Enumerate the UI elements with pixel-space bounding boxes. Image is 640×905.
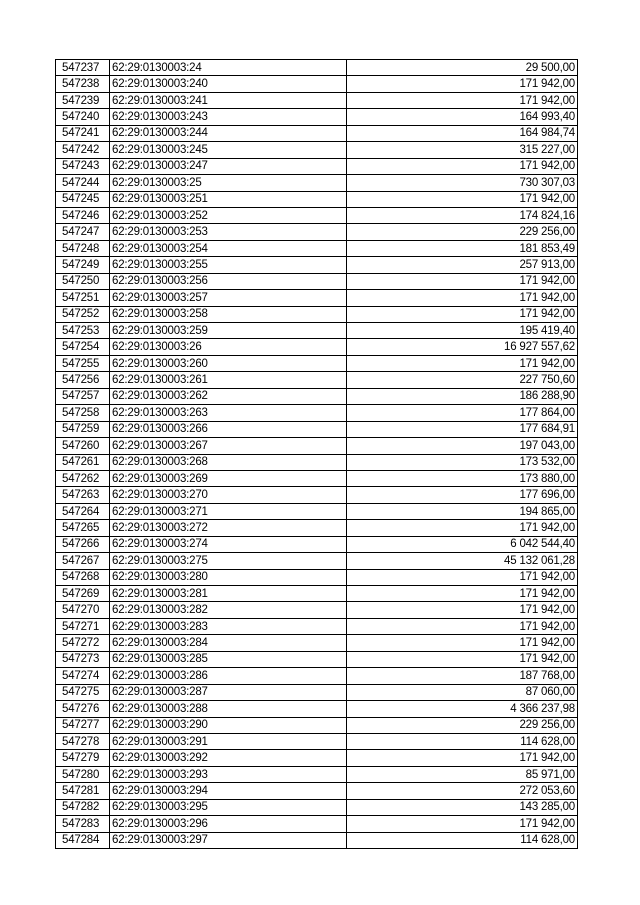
cadastral-value-cell: 194 865,00 — [347, 503, 578, 519]
cadastral-number-cell: 62:29:0130003:247 — [110, 158, 347, 174]
cadastral-value-cell: 87 060,00 — [347, 684, 578, 700]
row-number-cell: 547264 — [56, 503, 110, 519]
table-row — [56, 60, 578, 76]
row-number-cell: 547242 — [56, 142, 110, 158]
cadastral-number-cell: 62:29:0130003:296 — [110, 816, 347, 832]
row-number-cell: 547275 — [56, 684, 110, 700]
row-number-cell: 547269 — [56, 586, 110, 602]
table-row — [56, 191, 578, 207]
row-number-cell: 547272 — [56, 635, 110, 651]
table-row — [56, 290, 578, 306]
row-number-cell: 547240 — [56, 109, 110, 125]
cadastral-number-cell: 62:29:0130003:280 — [110, 569, 347, 585]
table-row — [56, 109, 578, 125]
cadastral-number-cell: 62:29:0130003:244 — [110, 125, 347, 141]
cadastral-value-cell: 171 942,00 — [347, 306, 578, 322]
table-row — [56, 783, 578, 799]
cadastral-number-cell: 62:29:0130003:258 — [110, 306, 347, 322]
table-row — [56, 339, 578, 355]
cadastral-value-cell: 164 984,74 — [347, 125, 578, 141]
cadastral-value-cell: 171 942,00 — [347, 158, 578, 174]
cadastral-number-cell: 62:29:0130003:272 — [110, 520, 347, 536]
row-number-cell: 547284 — [56, 832, 110, 848]
cadastral-value-cell: 187 768,00 — [347, 668, 578, 684]
cadastral-value-cell: 173 880,00 — [347, 470, 578, 486]
row-number-cell: 547263 — [56, 487, 110, 503]
cadastral-value-cell: 171 942,00 — [347, 191, 578, 207]
table-row — [56, 76, 578, 92]
table-row — [56, 536, 578, 552]
table-row — [56, 503, 578, 519]
cadastral-number-cell: 62:29:0130003:261 — [110, 372, 347, 388]
table-row — [56, 520, 578, 536]
cadastral-number-cell: 62:29:0130003:257 — [110, 290, 347, 306]
row-number-cell: 547243 — [56, 158, 110, 174]
row-number-cell: 547274 — [56, 668, 110, 684]
cadastral-number-cell: 62:29:0130003:294 — [110, 783, 347, 799]
cadastral-value-cell: 171 942,00 — [347, 750, 578, 766]
cadastral-number-cell: 62:29:0130003:286 — [110, 668, 347, 684]
cadastral-number-cell: 62:29:0130003:260 — [110, 355, 347, 371]
row-number-cell: 547273 — [56, 651, 110, 667]
cadastral-value-cell: 227 750,60 — [347, 372, 578, 388]
cadastral-value-cell: 177 684,91 — [347, 421, 578, 437]
cadastral-value-cell: 730 307,03 — [347, 175, 578, 191]
table-row — [56, 257, 578, 273]
cadastral-number-cell: 62:29:0130003:251 — [110, 191, 347, 207]
table-body — [56, 60, 578, 849]
row-number-cell: 547249 — [56, 257, 110, 273]
cadastral-value-cell: 171 942,00 — [347, 290, 578, 306]
cadastral-number-cell: 62:29:0130003:263 — [110, 405, 347, 421]
row-number-cell: 547238 — [56, 76, 110, 92]
cadastral-number-cell: 62:29:0130003:285 — [110, 651, 347, 667]
cadastral-value-cell: 45 132 061,28 — [347, 553, 578, 569]
row-number-cell: 547253 — [56, 323, 110, 339]
table-row — [56, 388, 578, 404]
table-row — [56, 240, 578, 256]
table-row — [56, 470, 578, 486]
table-row — [56, 651, 578, 667]
cadastral-value-cell: 171 942,00 — [347, 355, 578, 371]
table-row — [56, 323, 578, 339]
cadastral-value-cell: 16 927 557,62 — [347, 339, 578, 355]
row-number-cell: 547260 — [56, 438, 110, 454]
cadastral-value-cell: 173 532,00 — [347, 454, 578, 470]
cadastral-number-cell: 62:29:0130003:241 — [110, 92, 347, 108]
row-number-cell: 547256 — [56, 372, 110, 388]
row-number-cell: 547247 — [56, 224, 110, 240]
cadastral-value-cell: 257 913,00 — [347, 257, 578, 273]
cadastral-value-cell: 143 285,00 — [347, 799, 578, 815]
cadastral-number-cell: 62:29:0130003:288 — [110, 701, 347, 717]
cadastral-number-cell: 62:29:0130003:24 — [110, 60, 347, 76]
row-number-cell: 547250 — [56, 273, 110, 289]
cadastral-number-cell: 62:29:0130003:293 — [110, 766, 347, 782]
row-number-cell: 547244 — [56, 175, 110, 191]
cadastral-number-cell: 62:29:0130003:283 — [110, 618, 347, 634]
cadastral-number-cell: 62:29:0130003:26 — [110, 339, 347, 355]
cadastral-value-cell: 4 366 237,98 — [347, 701, 578, 717]
cadastral-number-cell: 62:29:0130003:243 — [110, 109, 347, 125]
cadastral-value-cell: 195 419,40 — [347, 323, 578, 339]
table-row — [56, 273, 578, 289]
row-number-cell: 547281 — [56, 783, 110, 799]
table-row — [56, 92, 578, 108]
table-row — [56, 733, 578, 749]
cadastral-number-cell: 62:29:0130003:240 — [110, 76, 347, 92]
row-number-cell: 547267 — [56, 553, 110, 569]
table-row — [56, 175, 578, 191]
row-number-cell: 547259 — [56, 421, 110, 437]
table-row — [56, 717, 578, 733]
row-number-cell: 547254 — [56, 339, 110, 355]
table-row — [56, 569, 578, 585]
cadastral-number-cell: 62:29:0130003:255 — [110, 257, 347, 273]
table-row — [56, 158, 578, 174]
cadastral-number-cell: 62:29:0130003:269 — [110, 470, 347, 486]
cadastral-number-cell: 62:29:0130003:259 — [110, 323, 347, 339]
row-number-cell: 547280 — [56, 766, 110, 782]
table-row — [56, 553, 578, 569]
table-row — [56, 372, 578, 388]
cadastral-number-cell: 62:29:0130003:291 — [110, 733, 347, 749]
table-row — [56, 799, 578, 815]
table-row — [56, 207, 578, 223]
row-number-cell: 547258 — [56, 405, 110, 421]
table-row — [56, 355, 578, 371]
row-number-cell: 547268 — [56, 569, 110, 585]
row-number-cell: 547265 — [56, 520, 110, 536]
table-row — [56, 487, 578, 503]
cadastral-value-cell: 186 288,90 — [347, 388, 578, 404]
cadastral-value-cell: 171 942,00 — [347, 586, 578, 602]
row-number-cell: 547278 — [56, 733, 110, 749]
cadastral-value-cell: 181 853,49 — [347, 240, 578, 256]
cadastral-value-cell: 171 942,00 — [347, 76, 578, 92]
row-number-cell: 547283 — [56, 816, 110, 832]
row-number-cell: 547279 — [56, 750, 110, 766]
cadastral-number-cell: 62:29:0130003:275 — [110, 553, 347, 569]
row-number-cell: 547255 — [56, 355, 110, 371]
cadastral-value-table — [55, 59, 578, 849]
table-row — [56, 832, 578, 848]
cadastral-value-cell: 85 971,00 — [347, 766, 578, 782]
row-number-cell: 547241 — [56, 125, 110, 141]
cadastral-value-cell: 114 628,00 — [347, 832, 578, 848]
cadastral-value-cell: 171 942,00 — [347, 92, 578, 108]
cadastral-value-cell: 177 696,00 — [347, 487, 578, 503]
cadastral-value-cell: 29 500,00 — [347, 60, 578, 76]
table-row — [56, 438, 578, 454]
cadastral-value-cell: 197 043,00 — [347, 438, 578, 454]
cadastral-number-cell: 62:29:0130003:245 — [110, 142, 347, 158]
row-number-cell: 547248 — [56, 240, 110, 256]
row-number-cell: 547262 — [56, 470, 110, 486]
cadastral-number-cell: 62:29:0130003:284 — [110, 635, 347, 651]
row-number-cell: 547251 — [56, 290, 110, 306]
cadastral-value-cell: 171 942,00 — [347, 618, 578, 634]
cadastral-value-cell: 171 942,00 — [347, 520, 578, 536]
cadastral-value-cell: 171 942,00 — [347, 602, 578, 618]
row-number-cell: 547245 — [56, 191, 110, 207]
cadastral-value-cell: 315 227,00 — [347, 142, 578, 158]
cadastral-value-cell: 171 942,00 — [347, 816, 578, 832]
row-number-cell: 547271 — [56, 618, 110, 634]
table-row — [56, 405, 578, 421]
cadastral-value-cell: 174 824,16 — [347, 207, 578, 223]
cadastral-value-cell: 171 942,00 — [347, 651, 578, 667]
table-row — [56, 766, 578, 782]
row-number-cell: 547239 — [56, 92, 110, 108]
table-row — [56, 586, 578, 602]
cadastral-number-cell: 62:29:0130003:252 — [110, 207, 347, 223]
cadastral-number-cell: 62:29:0130003:270 — [110, 487, 347, 503]
cadastral-number-cell: 62:29:0130003:282 — [110, 602, 347, 618]
table-row — [56, 701, 578, 717]
row-number-cell: 547282 — [56, 799, 110, 815]
table-row — [56, 684, 578, 700]
cadastral-number-cell: 62:29:0130003:290 — [110, 717, 347, 733]
cadastral-number-cell: 62:29:0130003:254 — [110, 240, 347, 256]
cadastral-value-cell: 114 628,00 — [347, 733, 578, 749]
table-row — [56, 816, 578, 832]
cadastral-number-cell: 62:29:0130003:287 — [110, 684, 347, 700]
cadastral-number-cell: 62:29:0130003:256 — [110, 273, 347, 289]
cadastral-number-cell: 62:29:0130003:271 — [110, 503, 347, 519]
cadastral-number-cell: 62:29:0130003:297 — [110, 832, 347, 848]
cadastral-value-cell: 229 256,00 — [347, 224, 578, 240]
table-row — [56, 306, 578, 322]
cadastral-number-cell: 62:29:0130003:268 — [110, 454, 347, 470]
cadastral-value-cell: 171 942,00 — [347, 635, 578, 651]
cadastral-number-cell: 62:29:0130003:253 — [110, 224, 347, 240]
cadastral-value-cell: 164 993,40 — [347, 109, 578, 125]
table-row — [56, 125, 578, 141]
cadastral-value-cell: 177 864,00 — [347, 405, 578, 421]
table-row — [56, 635, 578, 651]
cadastral-value-cell: 6 042 544,40 — [347, 536, 578, 552]
cadastral-number-cell: 62:29:0130003:25 — [110, 175, 347, 191]
table-row — [56, 750, 578, 766]
cadastral-number-cell: 62:29:0130003:266 — [110, 421, 347, 437]
row-number-cell: 547252 — [56, 306, 110, 322]
table-row — [56, 454, 578, 470]
cadastral-number-cell: 62:29:0130003:267 — [110, 438, 347, 454]
row-number-cell: 547266 — [56, 536, 110, 552]
row-number-cell: 547257 — [56, 388, 110, 404]
cadastral-number-cell: 62:29:0130003:295 — [110, 799, 347, 815]
table-row — [56, 602, 578, 618]
cadastral-number-cell: 62:29:0130003:274 — [110, 536, 347, 552]
row-number-cell: 547277 — [56, 717, 110, 733]
table-row — [56, 142, 578, 158]
table-row — [56, 224, 578, 240]
cadastral-value-cell: 171 942,00 — [347, 273, 578, 289]
cadastral-value-cell: 171 942,00 — [347, 569, 578, 585]
cadastral-value-cell: 229 256,00 — [347, 717, 578, 733]
table-row — [56, 668, 578, 684]
cadastral-number-cell: 62:29:0130003:292 — [110, 750, 347, 766]
table-row — [56, 421, 578, 437]
cadastral-number-cell: 62:29:0130003:262 — [110, 388, 347, 404]
cadastral-number-cell: 62:29:0130003:281 — [110, 586, 347, 602]
table-row — [56, 618, 578, 634]
row-number-cell: 547276 — [56, 701, 110, 717]
row-number-cell: 547237 — [56, 60, 110, 76]
row-number-cell: 547261 — [56, 454, 110, 470]
cadastral-value-cell: 272 053,60 — [347, 783, 578, 799]
row-number-cell: 547246 — [56, 207, 110, 223]
row-number-cell: 547270 — [56, 602, 110, 618]
